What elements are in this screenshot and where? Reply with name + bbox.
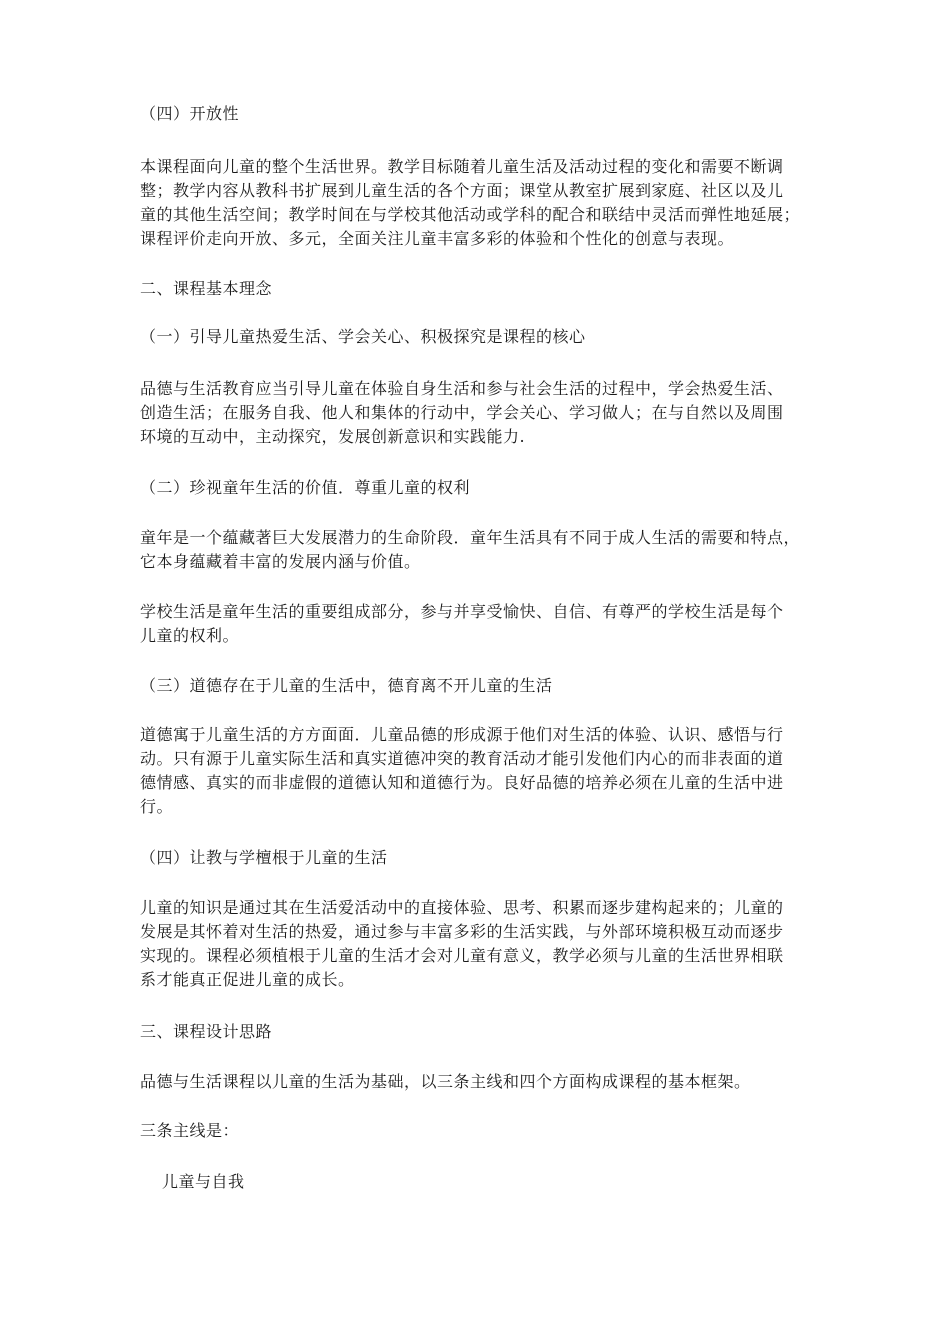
paragraph-line: 道德寓于儿童生活的方方面面．儿童品德的形成源于他们对生活的体验、认识、感悟与行 (140, 725, 784, 744)
paragraph-line: 童年是一个蕴藏著巨大发展潜力的生命阶段．童年生活具有不同于成人生活的需要和特点， (140, 528, 801, 547)
section-heading: （四）开放性 (140, 104, 240, 123)
paragraph-line: 它本身蕴藏着丰富的发展内涵与价值。 (140, 552, 421, 571)
section-heading: （二）珍视童年生活的价值．尊重儿童的权利 (140, 478, 471, 497)
paragraph-line: 创造生活；在服务自我、他人和集体的行动中，学会关心、学习做人；在与自然以及周围 (140, 403, 784, 422)
paragraph-line: 品德与生活教育应当引导儿童在体验自身生活和参与社会生活的过程中，学会热爱生活、 (140, 379, 784, 398)
paragraph-line: 整；教学内容从教科书扩展到儿童生活的各个方面；课堂从教室扩展到家庭、社区以及儿 (140, 181, 784, 200)
paragraph-line: 儿童的权利。 (140, 626, 240, 645)
paragraph-line: 童的其他生活空间；教学时间在与学校其他活动或学科的配合和联结中灵活而弹性地延展； (140, 205, 801, 224)
paragraph-line: 实现的。课程必须植根于儿童的生活才会对儿童有意义，教学必须与儿童的生活世界相联 (140, 946, 784, 965)
paragraph-line: 品德与生活课程以儿童的生活为基础，以三条主线和四个方面构成课程的基本框架。 (140, 1072, 751, 1091)
paragraph-line: 儿童的知识是通过其在生活爱活动中的直接体验、思考、积累而逐步建构起来的；儿童的 (140, 898, 784, 917)
section-heading: （三）道德存在于儿童的生活中，德育离不开儿童的生活 (140, 676, 553, 695)
paragraph-line: 三条主线是： (140, 1121, 240, 1140)
paragraph-line: 课程评价走向开放、多元，全面关注儿童丰富多彩的体验和个性化的创意与表现。 (140, 229, 735, 248)
chapter-heading: 三、课程设计思路 (140, 1022, 273, 1041)
paragraph-line: 德情感、真实的而非虚假的道德认知和道德行为。良好品德的培养必须在儿童的生活中进 (140, 773, 784, 792)
paragraph-line: 学校生活是童年生活的重要组成部分，参与并享受愉快、自信、有尊严的学校生活是每个 (140, 602, 784, 621)
section-heading: （一）引导儿童热爱生活、学会关心、积极探究是课程的核心 (140, 327, 586, 346)
paragraph-line: 行。 (140, 797, 174, 816)
paragraph-line: 发展是其怀着对生活的热爱，通过参与丰富多彩的生活实践，与外部环境积极互动而逐步 (140, 922, 784, 941)
paragraph-line: 本课程面向儿童的整个生活世界。教学目标随着儿童生活及活动过程的变化和需要不断调 (140, 157, 784, 176)
chapter-heading: 二、课程基本理念 (140, 279, 273, 298)
list-item: 儿童与自我 (162, 1172, 245, 1191)
paragraph-line: 系才能真正促进儿童的成长。 (140, 970, 355, 989)
section-heading: （四）让教与学檀根于儿童的生活 (140, 848, 388, 867)
paragraph-line: 动。只有源于儿童实际生活和真实道德冲突的教育活动才能引发他们内心的而非表面的道 (140, 749, 784, 768)
paragraph-line: 环境的互动中，主动探究，发展创新意识和实践能力. (140, 427, 526, 446)
